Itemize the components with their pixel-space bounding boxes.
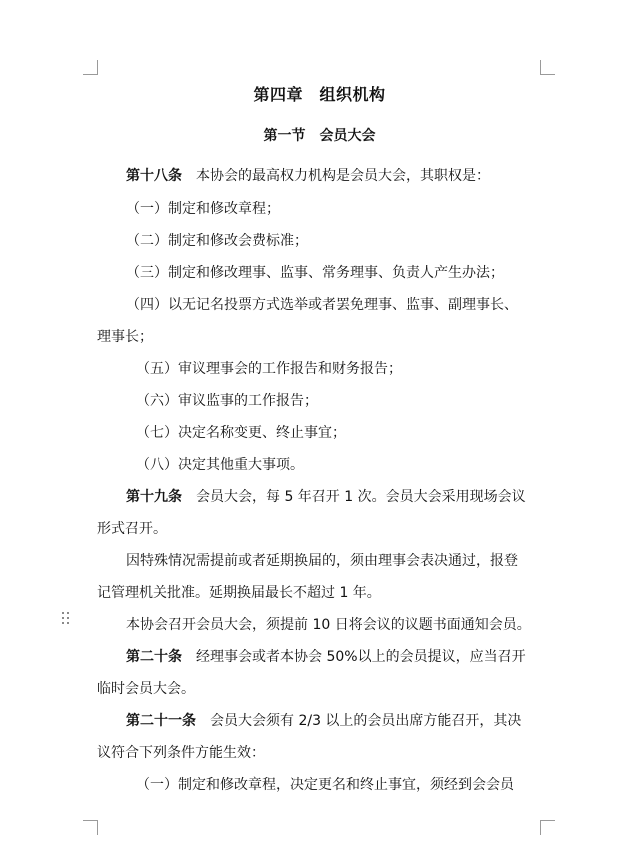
article-label: 第二十条 xyxy=(126,649,182,665)
page-corner-mark-top-left xyxy=(83,60,98,75)
paragraph-line: （五）审议理事会的工作报告和财务报告； xyxy=(136,361,402,377)
paragraph-line: （六）审议监事的工作报告； xyxy=(136,393,318,409)
page-corner-mark-bottom-left xyxy=(83,820,98,835)
paragraph-line: （八）决定其他重大事项。 xyxy=(136,457,304,473)
drag-handle-icon[interactable] xyxy=(61,611,71,627)
page-corner-mark-bottom-right xyxy=(540,820,555,835)
chapter-title: 第四章 组织机构 xyxy=(253,85,386,104)
paragraph-line: （三）制定和修改理事、监事、常务理事、负责人产生办法； xyxy=(126,265,504,281)
page-corner-mark-top-right xyxy=(540,60,555,75)
paragraph-line: 议符合下列条件方能生效： xyxy=(97,745,265,761)
paragraph-line: 因特殊情况需提前或者延期换届的，须由理事会表决通过，报登 xyxy=(126,553,518,569)
paragraph-line: 第十九条 会员大会，每 5 年召开 1 次。会员大会采用现场会议 xyxy=(126,489,526,505)
article-label: 第十八条 xyxy=(126,168,182,184)
article-label: 第十九条 xyxy=(126,489,182,505)
paragraph-line: 临时会员大会。 xyxy=(97,681,195,697)
paragraph-line: 本协会召开会员大会，须提前 10 日将会议的议题书面通知会员。 xyxy=(126,617,531,633)
article-label: 第二十一条 xyxy=(126,713,196,729)
paragraph-line: 理事长； xyxy=(97,329,153,345)
paragraph-line: （二）制定和修改会费标准； xyxy=(126,233,308,249)
paragraph-line: 第二十一条 会员大会须有 2/3 以上的会员出席方能召开，其决 xyxy=(126,713,522,729)
paragraph-line: 第二十条 经理事会或者本协会 50%以上的会员提议，应当召开 xyxy=(126,649,526,665)
paragraph-line: 形式召开。 xyxy=(97,521,167,537)
paragraph-line: （七）决定名称变更、终止事宜； xyxy=(136,425,346,441)
paragraph-line: 第十八条 本协会的最高权力机构是会员大会，其职权是： xyxy=(126,168,490,184)
section-title: 第一节 会员大会 xyxy=(263,128,376,144)
paragraph-line: （一）制定和修改章程，决定更名和终止事宜，须经到会会员 xyxy=(136,777,514,793)
paragraph-line: 记管理机关批准。延期换届最长不超过 1 年。 xyxy=(97,585,381,601)
paragraph-line: （一）制定和修改章程； xyxy=(126,201,280,217)
paragraph-line: （四）以无记名投票方式选举或者罢免理事、监事、副理事长、 xyxy=(126,297,518,313)
